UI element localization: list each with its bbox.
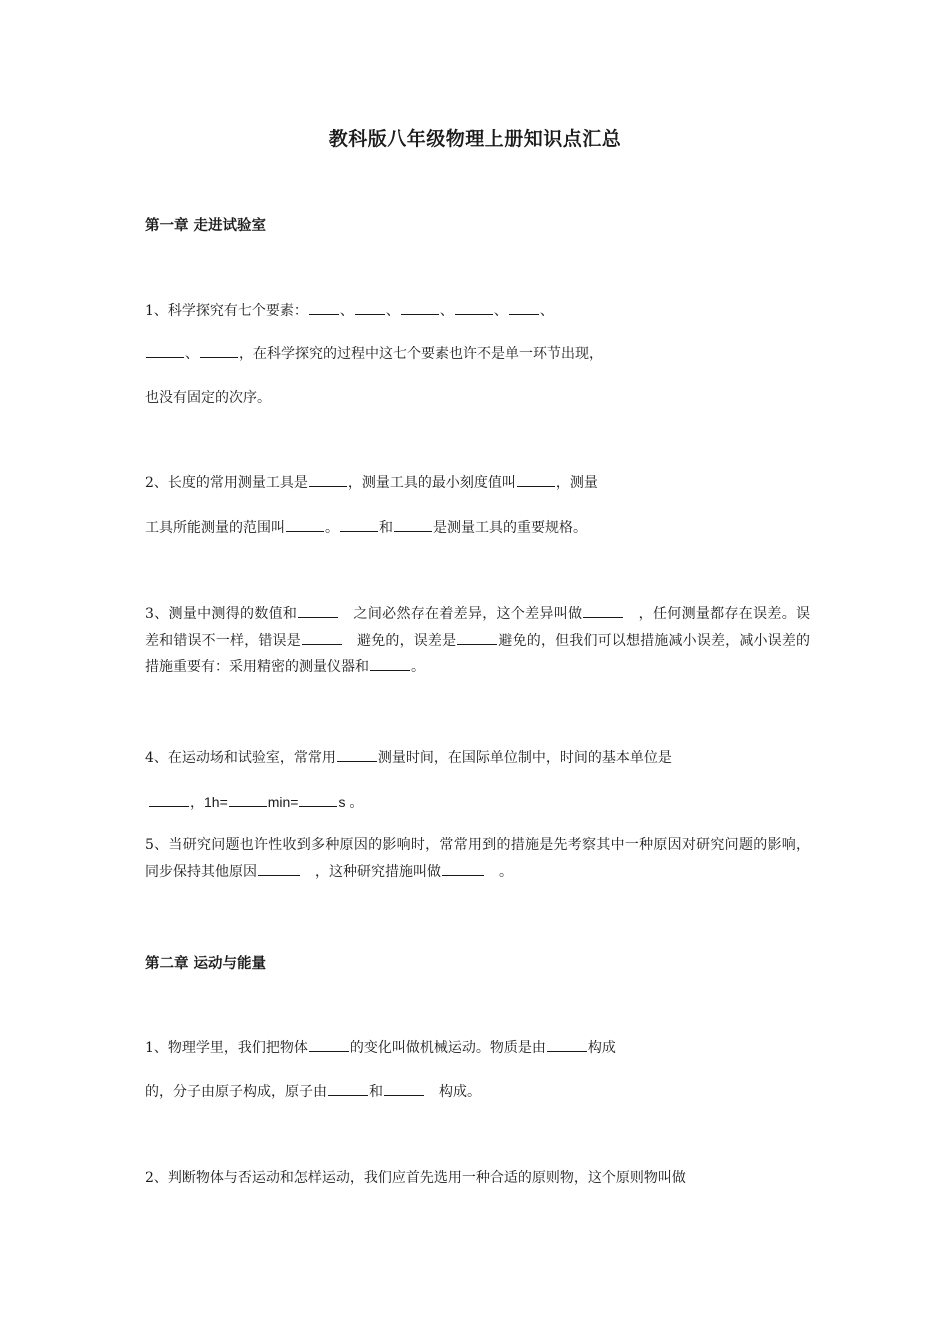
chapter-1-heading: 第一章 走进试验室	[145, 218, 267, 234]
fill-blank	[302, 630, 342, 645]
ch2-q2-line1: 2、判断物体与否运动和怎样运动，我们应首先选用一种合适的原则物，这个原则物叫做	[145, 1170, 686, 1186]
ch1-q1-line3: 也没有固定的次序。	[145, 390, 271, 406]
ch1-q2-line2	[145, 515, 810, 542]
text: 。	[499, 863, 513, 880]
text: ，任何测量都存在误差。误差和错误不一样，错误是	[145, 606, 810, 649]
fill-blank	[455, 300, 493, 315]
separator: 、	[539, 303, 554, 319]
text: 1、科学探究有七个要素：	[145, 303, 308, 319]
separator: 、	[493, 303, 508, 319]
ch1-q4-line2	[145, 789, 810, 817]
fill-blank	[200, 343, 238, 358]
fill-blank	[309, 1037, 349, 1052]
fill-blank	[340, 517, 378, 532]
text: 3、测量中测得的数值和	[145, 606, 298, 622]
text: 避免的，误差是	[356, 632, 457, 649]
chapter-2-heading: 第二章 运动与能量	[145, 956, 267, 972]
text: 。	[411, 659, 425, 675]
fill-blank	[337, 747, 377, 762]
fill-blank	[298, 603, 338, 618]
text: ，测量	[555, 475, 598, 491]
separator: 、	[385, 303, 400, 319]
text: 5、当研究问题也许性收到多种原因的影响时，常常用到的措施是先考察其中一种原因对研究问题的影响，同步保持其他原因	[145, 837, 810, 880]
fill-blank	[394, 517, 432, 532]
fill-blank	[547, 1037, 587, 1052]
fill-blank	[149, 792, 189, 807]
fill-blank	[401, 300, 439, 315]
fill-blank	[370, 656, 410, 671]
text: ，	[190, 795, 204, 811]
fill-blank	[309, 472, 347, 487]
text: ，测量工具的最小刻度值叫	[347, 475, 516, 491]
ch1-q4-line1	[145, 745, 810, 772]
ch1-q1-line2	[145, 341, 810, 368]
ch2-q1-line1	[145, 1035, 810, 1062]
ch2-q1-line2	[145, 1079, 810, 1106]
separator: 、	[439, 303, 454, 319]
ch1-q5-paragraph	[145, 832, 810, 885]
text: 2、长度的常用测量工具是	[145, 475, 308, 491]
ch1-q3-paragraph	[145, 601, 810, 681]
text: 1h=	[204, 794, 228, 810]
fill-blank	[384, 1081, 424, 1096]
fill-blank	[286, 517, 324, 532]
text: 1、物理学里，我们把物体	[145, 1040, 308, 1056]
ch1-q2-line1	[145, 470, 810, 497]
text: 构成	[587, 1040, 616, 1056]
fill-blank	[509, 300, 539, 315]
fill-blank	[517, 472, 555, 487]
text: min=	[267, 794, 299, 810]
text: ，这种研究措施叫做	[315, 863, 441, 880]
fill-blank	[328, 1081, 368, 1096]
text: 的，分子由原子构成，原子由	[145, 1084, 327, 1100]
text: 工具所能测量的范围叫	[145, 520, 285, 536]
text: ，在科学探究的过程中这七个要素也许不是单一环节出现，	[239, 346, 603, 362]
ch1-q1-line1	[145, 298, 810, 325]
text: 是测量工具的重要规格。	[433, 520, 587, 536]
text: 的变化叫做机械运动。物质是由	[349, 1040, 546, 1056]
fill-blank	[258, 861, 300, 876]
text: 之间必然存在着差异，这个差异叫做	[353, 606, 583, 622]
document-title: 教科版八年级物理上册知识点汇总	[328, 128, 622, 150]
text: 和	[369, 1084, 383, 1100]
text: 。	[325, 520, 339, 536]
fill-blank	[146, 343, 184, 358]
text: 和	[379, 520, 393, 536]
fill-blank	[583, 603, 623, 618]
separator: 、	[339, 303, 354, 319]
text: s 。	[338, 794, 364, 810]
text: 构成。	[439, 1084, 481, 1100]
fill-blank	[457, 630, 497, 645]
fill-blank	[309, 300, 339, 315]
text: 4、在运动场和试验室，常常用	[145, 750, 336, 766]
text: 避免的，但我们可以想措施减小误差，减小误差的措施重要有：采用精密的测量仪器和	[145, 632, 811, 675]
fill-blank	[442, 861, 484, 876]
fill-blank	[229, 792, 267, 807]
text: 测量时间，在国际单位制中，时间的基本单位是	[377, 750, 672, 766]
separator: 、	[185, 346, 199, 362]
fill-blank	[355, 300, 385, 315]
fill-blank	[299, 792, 337, 807]
